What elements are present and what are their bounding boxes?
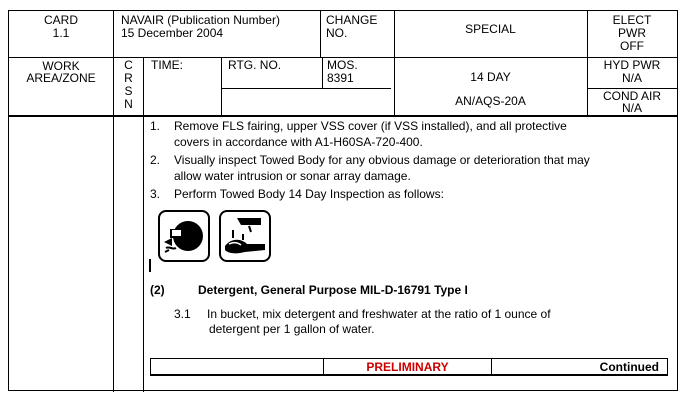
eye-protection-icon: [158, 210, 210, 262]
v-rule-card: [113, 11, 114, 57]
mos-label: MOS.: [327, 58, 358, 72]
header-rule-2: [9, 115, 677, 117]
step-text-line-1: Remove FLS fairing, upper VSS cover (if VSS installed), and all protective: [174, 119, 567, 133]
mos-value: 8391: [327, 71, 354, 85]
v-rule-rtg: [322, 57, 323, 88]
crsn-c: C: [124, 58, 133, 72]
v-rule-time: [221, 57, 222, 115]
corrosive-hazard-icon: [219, 210, 271, 262]
substep-text-line-2: detergent per 1 gallon of water.: [209, 322, 375, 336]
interval-label: 14 DAY: [470, 70, 511, 84]
publication-date: 15 December 2004: [121, 26, 224, 40]
v-rule-navair: [320, 11, 321, 57]
navair-label: NAVAIR (Publication Number): [121, 13, 280, 27]
change-no-label: NO.: [326, 26, 348, 40]
rtg-label: RTG. NO.: [228, 58, 282, 72]
special-label: SPECIAL: [465, 22, 516, 36]
material-number: (2): [150, 283, 165, 297]
text-cursor: [149, 259, 151, 272]
card-label: CARD: [43, 13, 78, 27]
substep-number: 3.1: [174, 307, 191, 321]
preliminary-label: PRELIMINARY: [366, 360, 449, 374]
elect-pwr-line-2: PWR: [618, 26, 646, 40]
elect-pwr-line-3: OFF: [620, 39, 644, 53]
step-text-line-1: Visually inspect Towed Body for any obvious damage or deterioration that may: [174, 153, 590, 167]
header-rule-mid: [221, 88, 391, 89]
change-label: CHANGE: [326, 13, 378, 27]
step-text-line-2: allow water intrusion or sonar array damage.: [174, 169, 411, 183]
footer-divider-2: [491, 359, 492, 375]
hyd-pwr-label: HYD PWR: [603, 58, 661, 72]
substep-text-line-1: In bucket, mix detergent and freshwater at the ratio of 1 ounce of: [207, 307, 551, 321]
work-area-label: WORK: [42, 59, 80, 73]
maintenance-card: [8, 10, 678, 391]
step-text-line-2: covers in accordance with A1-H60SA-720-400.: [174, 135, 423, 149]
card-number: 1.1: [52, 26, 70, 40]
step-number: 3.: [150, 187, 161, 201]
elect-pwr-line-1: ELECT: [612, 13, 652, 27]
cond-air-value: N/A: [621, 101, 642, 115]
step-number: 1.: [150, 119, 161, 133]
time-label: TIME:: [151, 58, 183, 72]
crsn-n: N: [124, 97, 133, 111]
work-area-zone-label: AREA/ZONE: [26, 71, 96, 85]
continued-label: Continued: [599, 360, 659, 374]
cond-air-label: COND AIR: [602, 89, 661, 103]
system-label: AN/AQS-20A: [455, 94, 526, 108]
crsn-s: S: [124, 84, 133, 98]
hyd-pwr-value: N/A: [621, 71, 642, 85]
footer-strip: [150, 358, 668, 376]
v-rule-crsn-right: [143, 57, 144, 392]
step-text-line-1: Perform Towed Body 14 Day Inspection as follows:: [174, 187, 444, 201]
material-description: Detergent, General Purpose MIL-D-16791 Type I: [198, 283, 468, 297]
crsn-r: R: [124, 71, 133, 85]
step-number: 2.: [150, 153, 161, 167]
